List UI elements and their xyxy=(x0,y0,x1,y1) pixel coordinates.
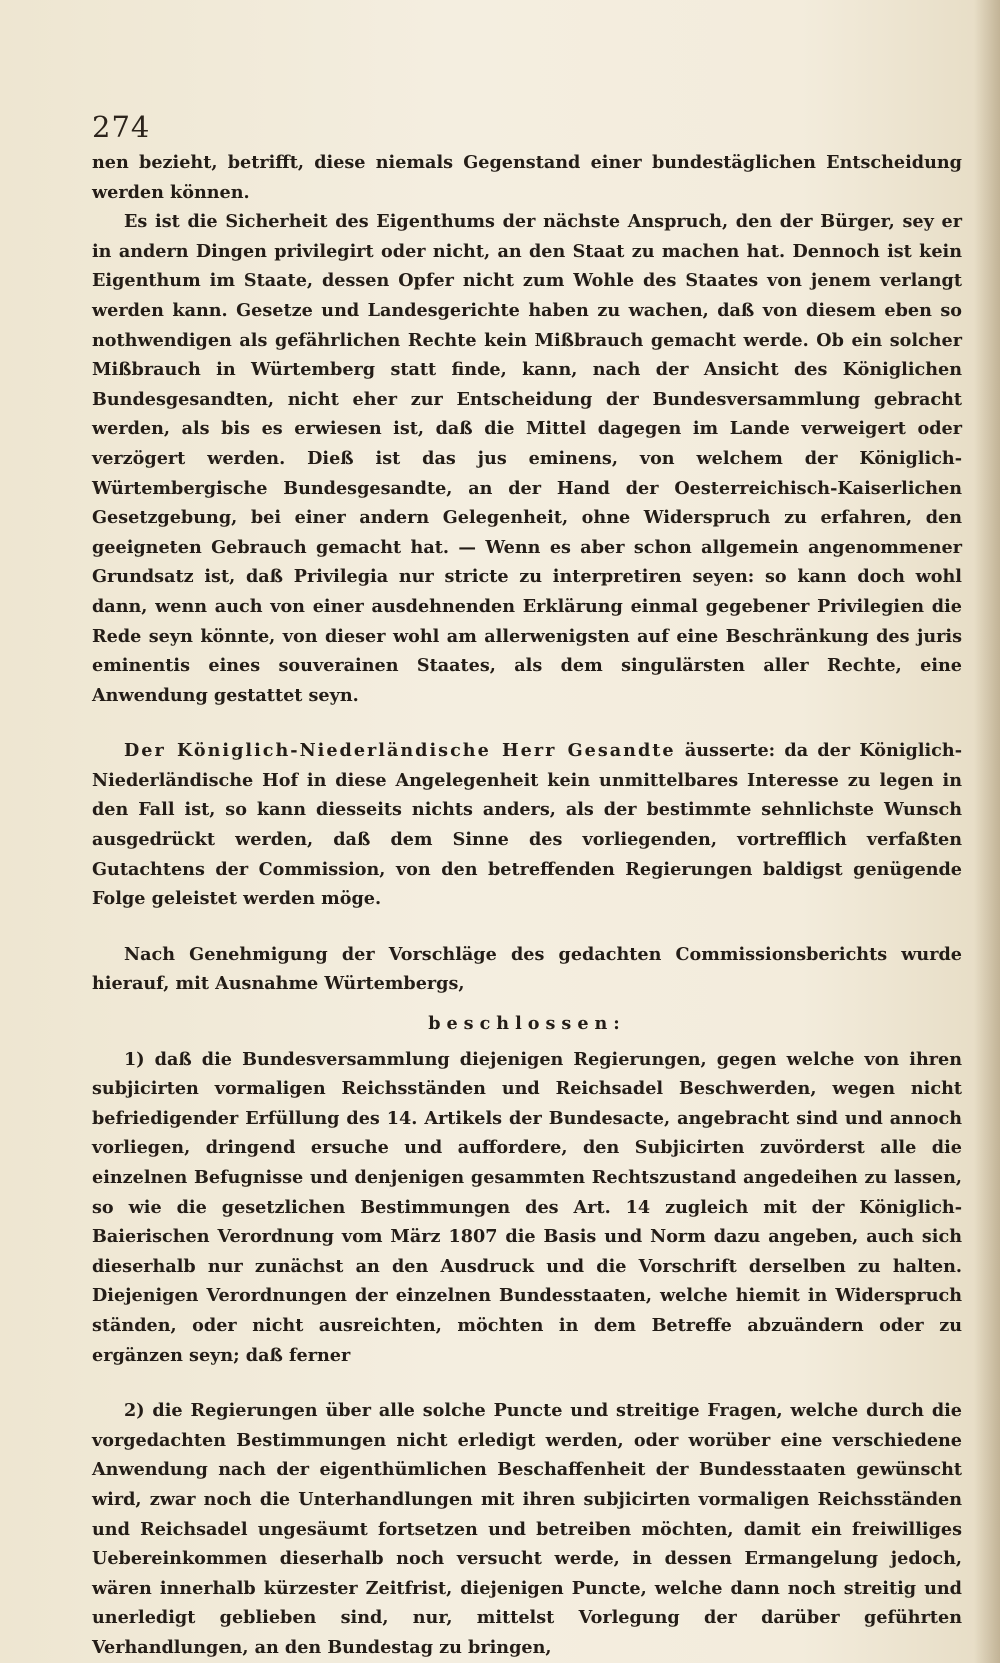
section-heading: beschlossen: xyxy=(428,1013,626,1035)
paragraph-eigenthum: Es ist die Sicherheit des Eigenthums der nächste Anspruch, den der Bürger, sey er in andern Dingen privilegirt oder nicht, an den Staat zu machen hat. Dennoch ist kein Eigenthum im Staate, dessen Opfer nicht zum Wohle des Staates von jenem verlangt werden kann. Gesetze und Landesgerichte haben zu wachen, daß von diesem eben so nothwendigen als gefährlichen Rechte kein Mißbrauch gemacht werde. Ob ein solcher Mißbrauch in Würtemberg statt finde, kann, nach der Ansicht des Königlichen Bundesgesandten, nicht eher zur Entscheidung der Bundesversammlung gebracht werden, als bis es erwiesen ist, daß die Mittel dagegen im Lande verweigert oder verzögert werden. Dieß ist das jus eminens, von welchem der Königlich-Würtembergische Bundesgesandte, an der Hand der Oesterreichisch-Kaiserlichen Gesetzgebung, bei einer andern Gelegenheit, ohne Widerspruch zu erfahren, den geeigneten Gebrauch gemacht hat. — Wenn es aber schon allgemein angenommener Grundsatz ist, daß Privilegia nur stricte zu interpretiren seyen: so kann doch wohl dann, wenn auch von einer ausdehnenden Erklärung einmal gegebener Privilegien die Rede seyn könnte, von dieser wohl am allerwenigsten auf eine Beschränkung des juris eminentis eines souverainen Staates, als dem singulärsten aller Rechte, eine Anwendung gestattet seyn. xyxy=(92,211,962,706)
paragraph-niederlande xyxy=(92,736,962,914)
page-spine-shadow xyxy=(974,0,1000,1663)
speaker-name: Der Königlich-Niederländische Herr Gesandte xyxy=(124,740,676,762)
page-number: 274 xyxy=(92,110,151,144)
paragraph-resolution-1: 1) daß die Bundesversammlung diejenigen Regierungen, gegen welche von ihren subjicirten vormaligen Reichsständen und Reichsadel Beschwerden, wegen nicht befriedigender Erfüllung des 14. Artikels der Bundesacte, angebracht sind und annoch vorliegen, dringend ersuche und auffordere, den Subjicirten zuvörderst alle die einzelnen Befugnisse und denjenigen gesammten Rechtszustand angedeihen zu lassen, so wie die gesetzlichen Bestimmungen des Art. 14 zugleich mit der Königlich-Baierischen Verordnung vom März 1807 die Basis und Norm dazu angeben, auch sich dieserhalb nur zunächst an den Ausdruck und die Vorschrift derselben zu halten. Diejenigen Verordnungen der einzelnen Bundesstaaten, welche hiemit in Widerspruch ständen, oder nicht ausreichten, möchten in dem Betreffe abzuändern oder zu ergänzen seyn; daß ferner xyxy=(92,1048,962,1366)
paragraph-genehmigung: Nach Genehmigung der Vorschläge des gedachten Commissionsberichts wurde hierauf, mit Ausnahme Würtembergs, xyxy=(92,943,962,995)
paragraph-resolution-2: 2) die Regierungen über alle solche Puncte und streitige Fragen, welche durch die vorgedachten Bestimmungen nicht erledigt werden, oder worüber eine verschiedene Anwendung nach der eigenthümlichen Beschaffenheit der Bundesstaaten gewünscht wird, zwar noch die Unterhandlungen mit ihren subjicirten vormaligen Reichsständen und Reichsadel ungesäumt fortsetzen und betreiben möchten, damit ein freiwilliges Uebereinkommen dieserhalb noch versucht werde, in dessen Ermangelung jedoch, wären innerhalb kürzester Zeitfrist, diejenigen Puncte, welche dann noch streitig und unerledigt geblieben sind, nur, mittelst Vorlegung der darüber geführten Verhandlungen, an den Bundestag zu bringen, xyxy=(92,1400,962,1658)
page-body xyxy=(92,148,962,1663)
paragraph-continuation: nen bezieht, betrifft, diese niemals Gegenstand einer bundestäglichen Entscheidung werden können. xyxy=(92,152,962,203)
speaker-statement: äusserte: da der Königlich-Niederländische Hof in diese Angelegenheit kein unmittelbares Interesse zu legen in den Fall ist, so kann diesseits nichts anders, als der bestimmte sehnlichste Wunsch ausgedrückt werden, daß dem Sinne des vorliegenden, vortrefflich verfaßten Gutachtens der Commission, von den betreffenden Regierungen baldigst genügende Folge geleistet werden möge. xyxy=(92,740,962,910)
